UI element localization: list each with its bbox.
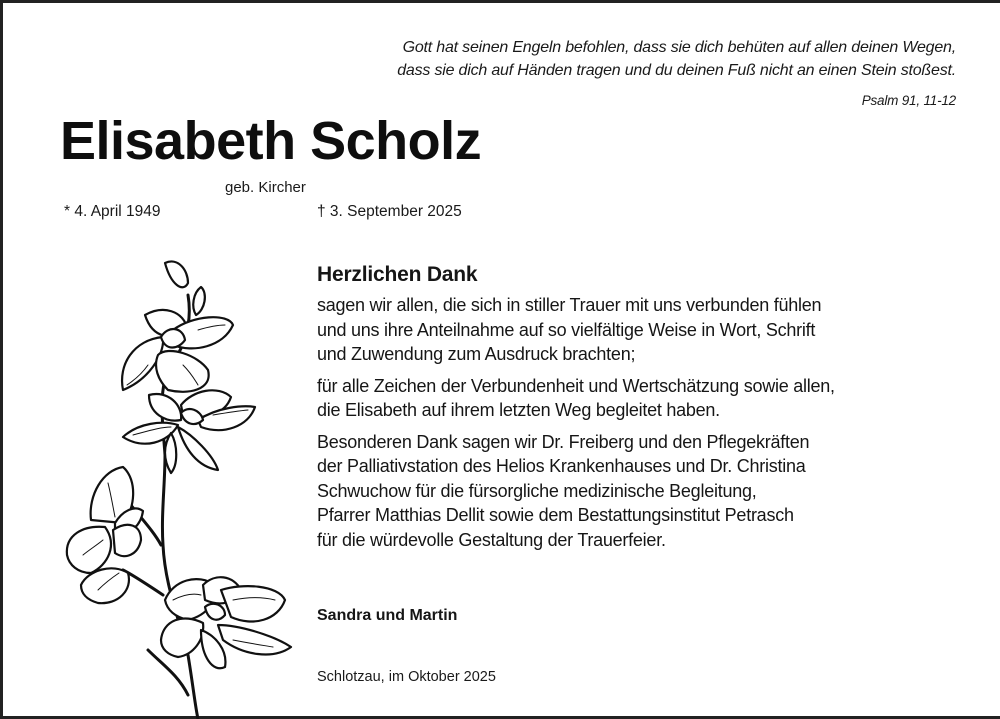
text-line: der Palliativstation des Helios Krankenhauses und Dr. Christina (317, 456, 806, 476)
orchid-branch-icon (53, 255, 303, 719)
thanks-heading: Herzlichen Dank (317, 263, 478, 286)
birth-date: * 4. April 1949 (64, 203, 161, 220)
deceased-name: Elisabeth Scholz (60, 111, 482, 171)
text-line: und uns ihre Anteilnahme auf so vielfältige Weise in Wort, Schrift (317, 319, 816, 340)
bible-quote (397, 36, 956, 112)
thanks-paragraph-3 (317, 430, 967, 553)
quote-line-1: Gott hat seinen Engeln befohlen, dass sie dich behüten auf allen deinen Wegen, (402, 39, 956, 56)
text-line: für alle Zeichen der Verbundenheit und Wertschätzung sowie allen, (317, 375, 835, 396)
quote-reference: Psalm 91, 11-12 (861, 93, 956, 108)
death-date: † 3. September 2025 (317, 203, 462, 220)
text-line: Schwuchow für die fürsorgliche medizinische Begleitung, (317, 480, 757, 501)
text-line: Pfarrer Matthias Dellit sowie dem Bestattungsinstitut Petrasch (317, 505, 794, 525)
thanks-paragraph-2 (317, 374, 967, 423)
text-line: und Zuwendung zum Ausdruck brachten; (317, 344, 636, 364)
text-line: für die würdevolle Gestaltung der Trauerfeier. (317, 529, 666, 550)
text-line: die Elisabeth auf ihrem letzten Weg begleitet haben. (317, 400, 720, 420)
thanks-section (317, 263, 967, 559)
thanks-paragraph-1 (317, 293, 967, 367)
maiden-name: geb. Kircher (225, 179, 306, 196)
text-line: Besonderen Dank sagen wir Dr. Freiberg und den Pflegekräften (317, 431, 810, 452)
quote-line-2: dass sie dich auf Händen tragen und du deinen Fuß nicht an einen Stein stoßest. (397, 62, 956, 79)
text-line: sagen wir allen, die sich in stiller Trauer mit uns verbunden fühlen (317, 295, 822, 315)
signature: Sandra und Martin (317, 607, 458, 624)
place-date: Schlotzau, im Oktober 2025 (317, 669, 496, 685)
